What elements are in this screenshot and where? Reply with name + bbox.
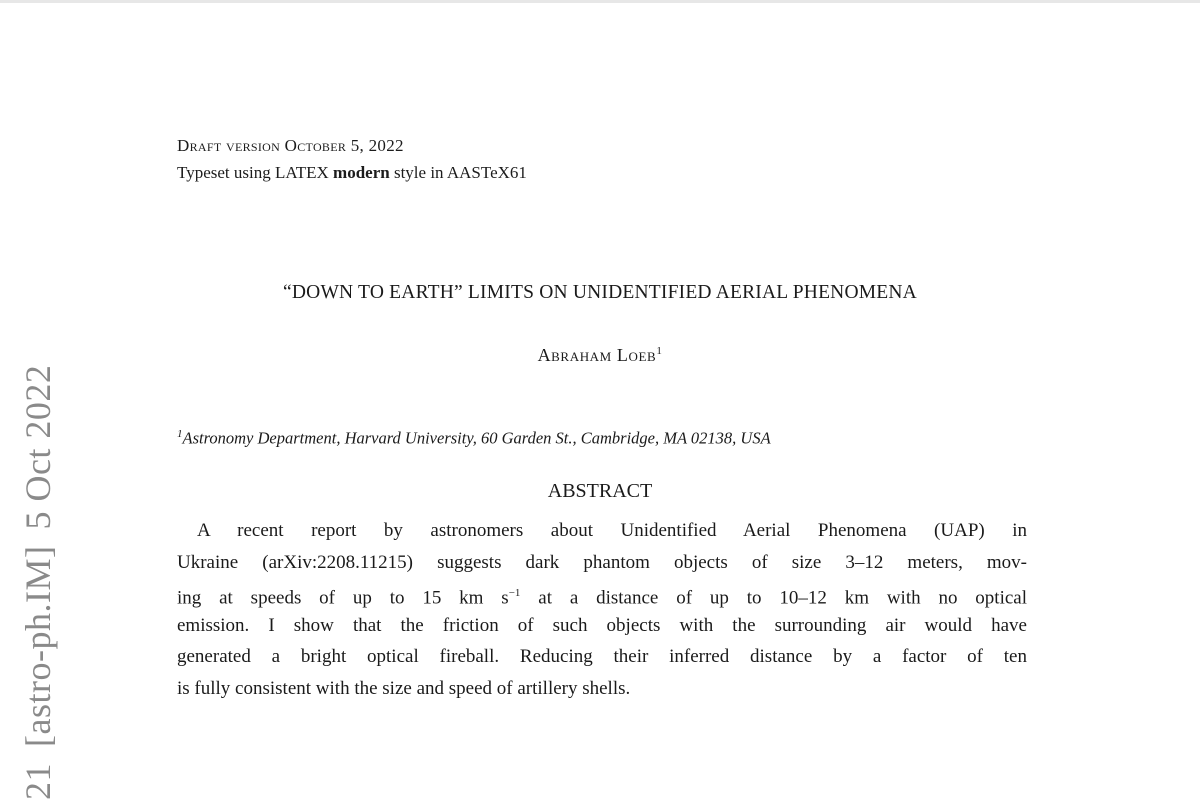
- abstract-line-2: Ukraine (arXiv:2208.11215) suggests dark phantom objects of size 3–12 meters, mov-: [177, 551, 1027, 573]
- document-meta: [177, 132, 527, 186]
- affiliation-line: [177, 428, 1027, 449]
- paper-title: “DOWN TO EARTH” LIMITS ON UNIDENTIFIED AERIAL PHENOMENA: [283, 282, 917, 303]
- top-border: [0, 0, 1200, 3]
- typeset-suffix: style in AASTeX61: [389, 163, 527, 182]
- affiliation-mark: 1: [177, 428, 183, 440]
- abstract-line-3-end: at a distance of up to 10–12 km with no optical: [520, 587, 1027, 609]
- abstract-line-4: emission. I show that the friction of such objects with the surrounding air would have: [177, 614, 1027, 636]
- abstract-line-5: generated a bright optical fireball. Reducing their inferred distance by a factor of ten: [177, 646, 1027, 667]
- abstract-line-3-start: ing at speeds of up to 15 km s: [177, 587, 509, 609]
- latex-logo: LATEX: [274, 163, 329, 182]
- arxiv-side-stamp: [20, 365, 56, 800]
- typeset-modern: modern: [333, 163, 390, 182]
- abstract-body: [177, 515, 1027, 704]
- typeset-prefix: Typeset using: [177, 163, 275, 182]
- author-affiliation-mark: 1: [656, 345, 663, 357]
- abstract-line-6: is fully consistent with the size and speed of artillery shells.: [177, 677, 631, 699]
- arxiv-id-fragment: 21: [18, 763, 58, 800]
- arxiv-category: [astro-ph.IM]: [18, 545, 58, 747]
- abstract-line-3: [177, 578, 1027, 610]
- draft-version-line: Draft version October 5, 2022: [177, 136, 404, 155]
- abstract-line-1: A recent report by astronomers about Unidentified Aerial Phenomena (UAP) in: [197, 520, 1027, 541]
- abstract-exponent: −1: [508, 587, 521, 599]
- typeset-line: [177, 159, 527, 186]
- author-name: Abraham Loeb: [537, 345, 657, 365]
- author-line: [0, 345, 1200, 366]
- arxiv-date: 5 Oct 2022: [18, 364, 58, 530]
- abstract-heading: ABSTRACT: [547, 480, 653, 502]
- affiliation-text: Astronomy Department, Harvard University, 60 Garden St., Cambridge, MA 02138, USA: [182, 428, 771, 448]
